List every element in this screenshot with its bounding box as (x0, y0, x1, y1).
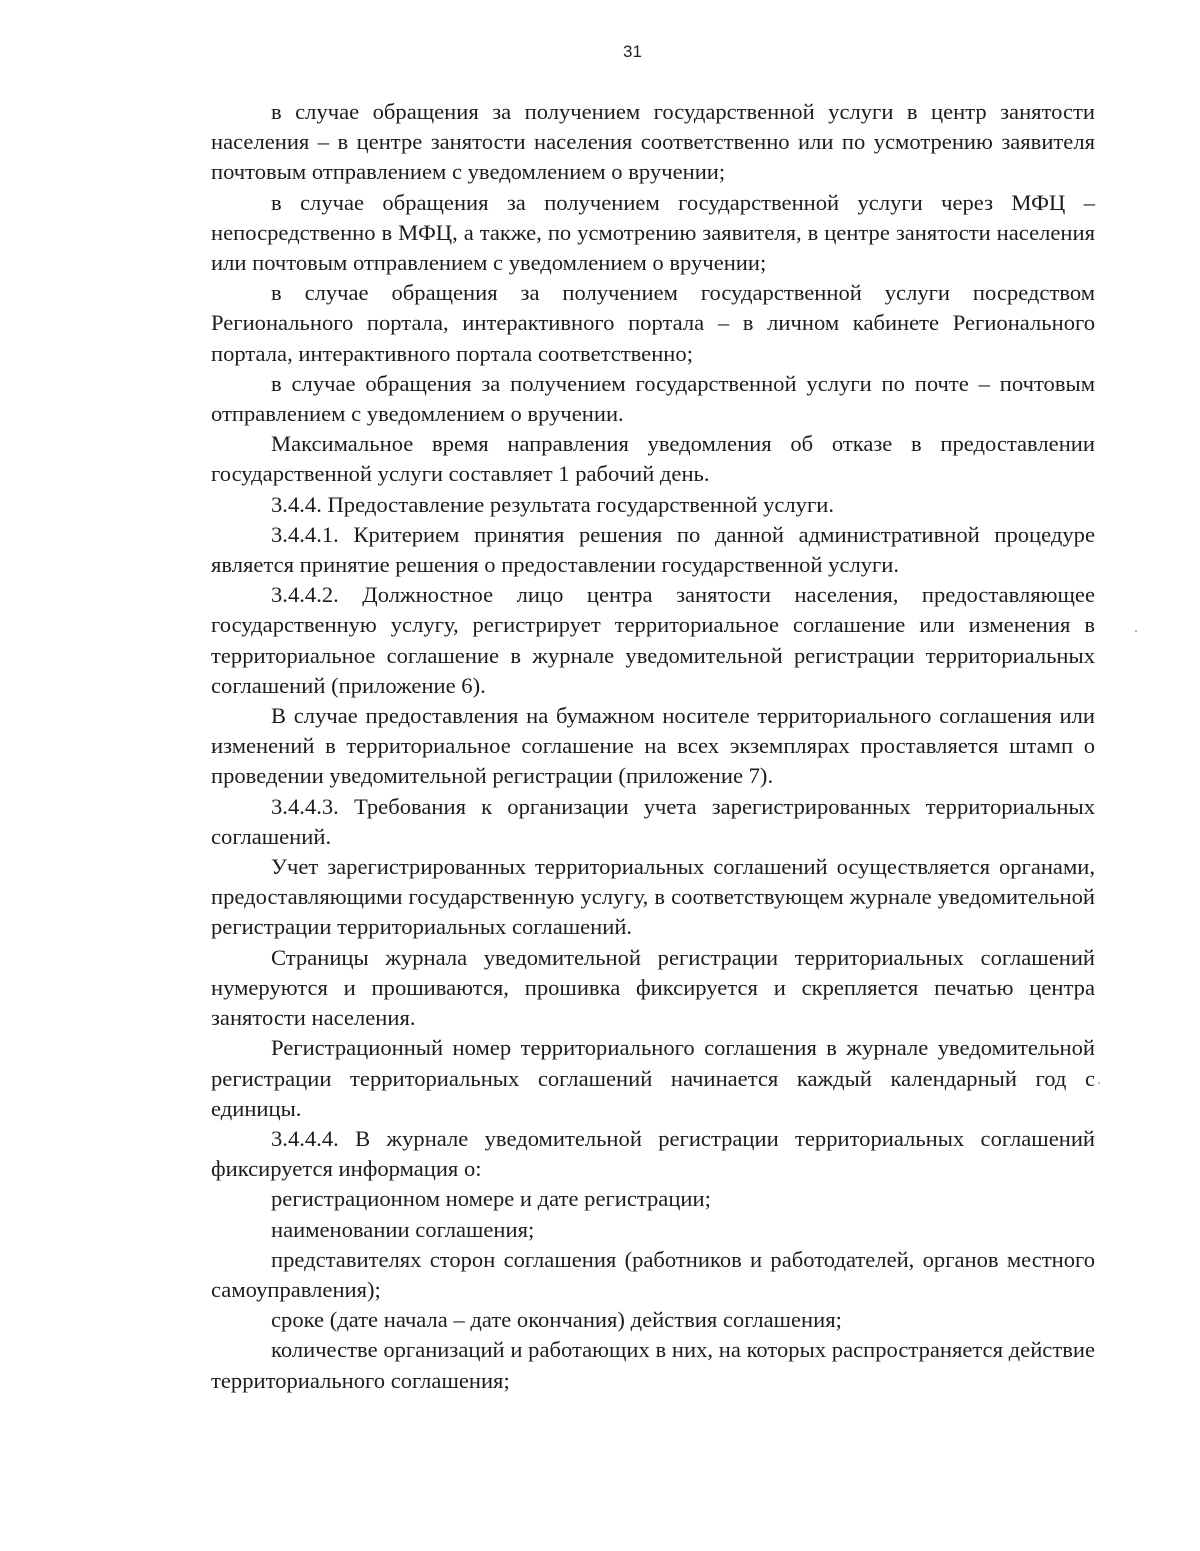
paragraph: регистрационном номере и дате регистрации; (271, 1186, 711, 1212)
paragraph: представителях сторон соглашения (работников и работодателей, органов местного самоуправления); (211, 1246, 1095, 1302)
paragraph: 3.4.4.2. Должностное лицо центра занятости населения, предоставляющее государственную услугу, регистрирует территориальное соглашение или изменения в территориальное соглашение в журнале уведомительной регистрации территориальных соглашений (приложение 6). (211, 582, 1095, 698)
paragraph: В случае предоставления на бумажном носителе территориального соглашения или изменений в территориальное соглашение на всех экземплярах проставляется штамп о проведении уведомительной регистрации (приложение 7). (211, 703, 1095, 789)
document-body (211, 97, 1095, 1396)
paragraph: 3.4.4.1. Критерием принятия решения по данной административной процедуре является принятие решения о предоставлении государственной услуги. (211, 521, 1095, 578)
paragraph: Регистрационный номер территориального соглашения в журнале уведомительной регистрации территориальных соглашений начинается каждый календарный год с единицы. (211, 1035, 1095, 1121)
paragraph: в случае обращения за получением государственной услуги посредством Регионального портала, интерактивного портала – в личном кабинете Регионального портала, интерактивного портала соответственно; (211, 280, 1095, 366)
paragraph: 3.4.4. Предоставление результата государственной услуги. (271, 491, 834, 517)
paragraph: в случае обращения за получением государственной услуги по почте – почтовым отправлением с уведомлением о вручении. (211, 370, 1095, 427)
paragraph: сроке (дате начала – дате окончания) действия соглашения; (271, 1307, 842, 1333)
page-number: 31 (623, 42, 642, 61)
paragraph: Страницы журнала уведомительной регистрации территориальных соглашений нумеруются и прошиваются, прошивка фиксируется и скрепляется печатью центра занятости населения. (211, 944, 1095, 1031)
paragraph: в случае обращения за получением государственной услуги через МФЦ – непосредственно в МФЦ, а также, по усмотрению заявителя, в центре занятости населения или почтовым отправлением с уведомлением о вручении; (211, 189, 1095, 276)
paragraph: Максимальное время направления уведомления об отказе в предоставлении государственной услуги составляет 1 рабочий день. (211, 431, 1095, 487)
scan-speck (1098, 1082, 1100, 1084)
paragraph: количестве организаций и работающих в них, на которых распространяется действие территориального соглашения; (211, 1337, 1095, 1393)
paragraph: Учет зарегистрированных территориальных соглашений осуществляется органами, предоставляющими государственную услугу, в соответствующем журнале уведомительной регистрации территориальных соглашений. (211, 854, 1095, 940)
paragraph: наименовании соглашения; (271, 1216, 535, 1242)
paragraph: 3.4.4.3. Требования к организации учета зарегистрированных территориальных соглашений. (211, 793, 1095, 849)
paragraph: 3.4.4.4. В журнале уведомительной регистрации территориальных соглашений фиксируется информация о: (211, 1125, 1095, 1182)
scan-speck (1135, 630, 1137, 632)
paragraph: в случае обращения за получением государственной услуги в центр занятости населения – в центре занятости населения соответственно или по усмотрению заявителя почтовым отправлением с уведомлением о вручении; (211, 99, 1095, 185)
